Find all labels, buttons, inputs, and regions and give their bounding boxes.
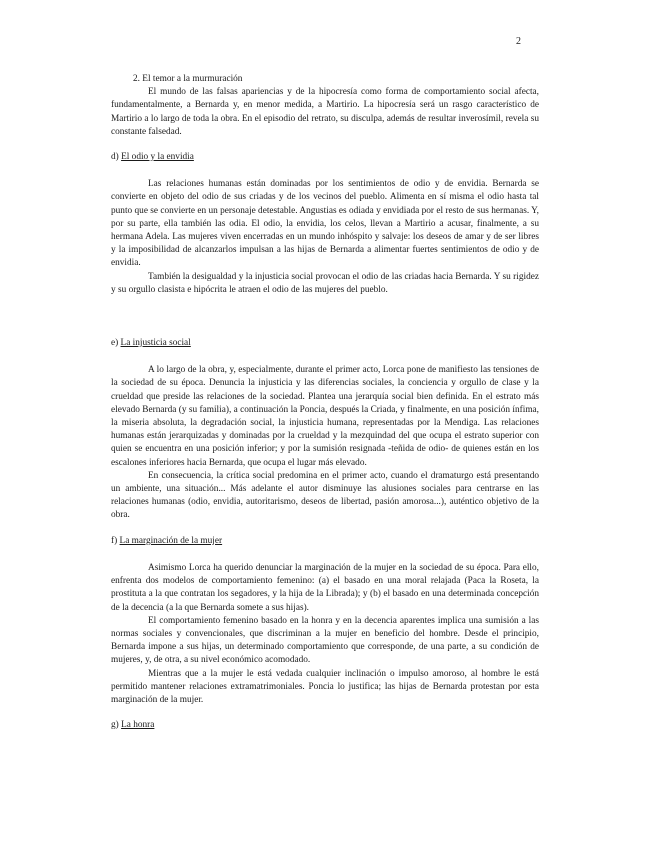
paragraph-injusticia-1: A lo largo de la obra, y, especialmente, durante el primer acto, Lorca pone de manifiesto las tensiones de la sociedad de su época. Denuncia la injusticia y las diferencias sociales, la conciencia y orgullo de clase y la crueldad que preside las relaciones de la sociedad. Plantea una jerarquía social bien definida. En el estrato más elevado Bernarda (y su familia), a continuación la Poncia, después la Criada, y finalmente, en una posición ínfima, la miseria absoluta, la degradación social, la injusticia humana, representadas por la Mendiga. Las relaciones humanas están jerarquizadas y dominadas por la crueldad y la mezquindad del que ocupa el estrato superior con quien se encuentra en una posición inferior; y por la sumisión resignada -teñida de odio- de quienes están en los escalones inferiores hacia Bernarda, que ocupa el lugar más elevado.: [111, 365, 539, 468]
paragraph-marginacion-2: El comportamiento femenino basado en la honra y en la decencia aparentes implica una sumisión a las normas sociales y convencionales, que discriminan a la mujer en beneficio del hombre. Desde el principio, Bernarda impone a sus hijas, un determinado comportamiento que corresponde, de una parte, a su condición de mujeres, y, de otra, a su nivel económico acomodado.: [111, 615, 539, 666]
paragraph-marginacion-1: Asimismo Lorca ha querido denunciar la marginación de la mujer en la sociedad de su época. Para ello, enfrenta dos modelos de comportamiento femenino: (a) el basado en una moral relajada (Paca la Roseta, la prostituta a la que contratan los segadores, y la hija de la Librada); y (b) el basado en una determinada concepción de la decencia (a la que Bernarda somete a sus hijas).: [111, 562, 539, 613]
page-content: [111, 73, 539, 732]
section-title-odio: El odio y la envidia: [121, 152, 194, 163]
section-letter-d: d): [111, 152, 122, 163]
section-title-injusticia: La injusticia social: [120, 338, 191, 349]
section-heading-honra: [111, 719, 539, 732]
section-heading-marginacion: [111, 535, 539, 548]
section-letter-f: f): [111, 535, 120, 546]
section-heading-odio: [111, 151, 539, 164]
paragraph-marginacion-3: Mientras que a la mujer le está vedada cualquier inclinación o impulso amoroso, al hombre le está permitido mantener relaciones extramatrimoniales. Poncia lo justifica; las hijas de Bernarda protestan por esta marginación de la mujer.: [111, 668, 539, 705]
section-letter-g: g): [111, 720, 122, 731]
paragraph-odio-2: También la desigualdad y la injusticia social provocan el odio de las criadas hacia Bernarda. Y su rigidez y su orgullo clasista e hipócrita le atraen el odio de las mujeres del pueblo.: [111, 271, 539, 295]
section-title-marginacion: La marginación de la mujer: [119, 535, 223, 546]
section-title-honra: La honra: [121, 720, 155, 731]
section-letter-e: e): [111, 338, 121, 349]
section-heading-temor: 2. El temor a la murmuración: [133, 74, 243, 84]
paragraph-injusticia-2: En consecuencia, la crítica social predomina en el primer acto, cuando el dramaturgo está presentando un ambiente, una situación... Más adelante el autor disminuye las alusiones sociales para centrarse en las relaciones humanas (odio, envidia, autoritarismo, deseos de libertad, pasión amorosa...), auténtico objetivo de la obra.: [111, 470, 539, 521]
paragraph-temor: El mundo de las falsas apariencias y de la hipocresía como forma de comportamiento social afecta, fundamentalmente, a Bernarda y, en menor medida, a Martirio. La hipocresía será un rasgo característico de Martirio a lo largo de toda la obra. En el episodio del retrato, su disculpa, además de resultar inverosímil, revela su constante falsedad.: [111, 87, 539, 137]
page-number: 2: [516, 36, 521, 47]
paragraph-odio-1: Las relaciones humanas están dominadas por los sentimientos de odio y de envidia. Bernarda se convierte en objeto del odio de sus criadas y de los vecinos del pueblo. Alimenta en sí misma el odio hasta tal punto que se convierte en un personaje detestable. Angustias es odiada y envidiada por el resto de sus hermanas. Y, por su parte, ella también las odia. El odio, la envidia, los celos, llevan a Martirio a acusar, finalmente, a su hermana Adela. Las mujeres viven encerradas en un mundo inhóspito y salvaje: los deseos de amar y de ser libres y la imposibilidad de alcanzarlos impulsan a las hijas de Bernarda a alimentar fuertes sentimientos de odio y de envidia.: [111, 179, 539, 269]
section-heading-injusticia: [111, 337, 539, 350]
